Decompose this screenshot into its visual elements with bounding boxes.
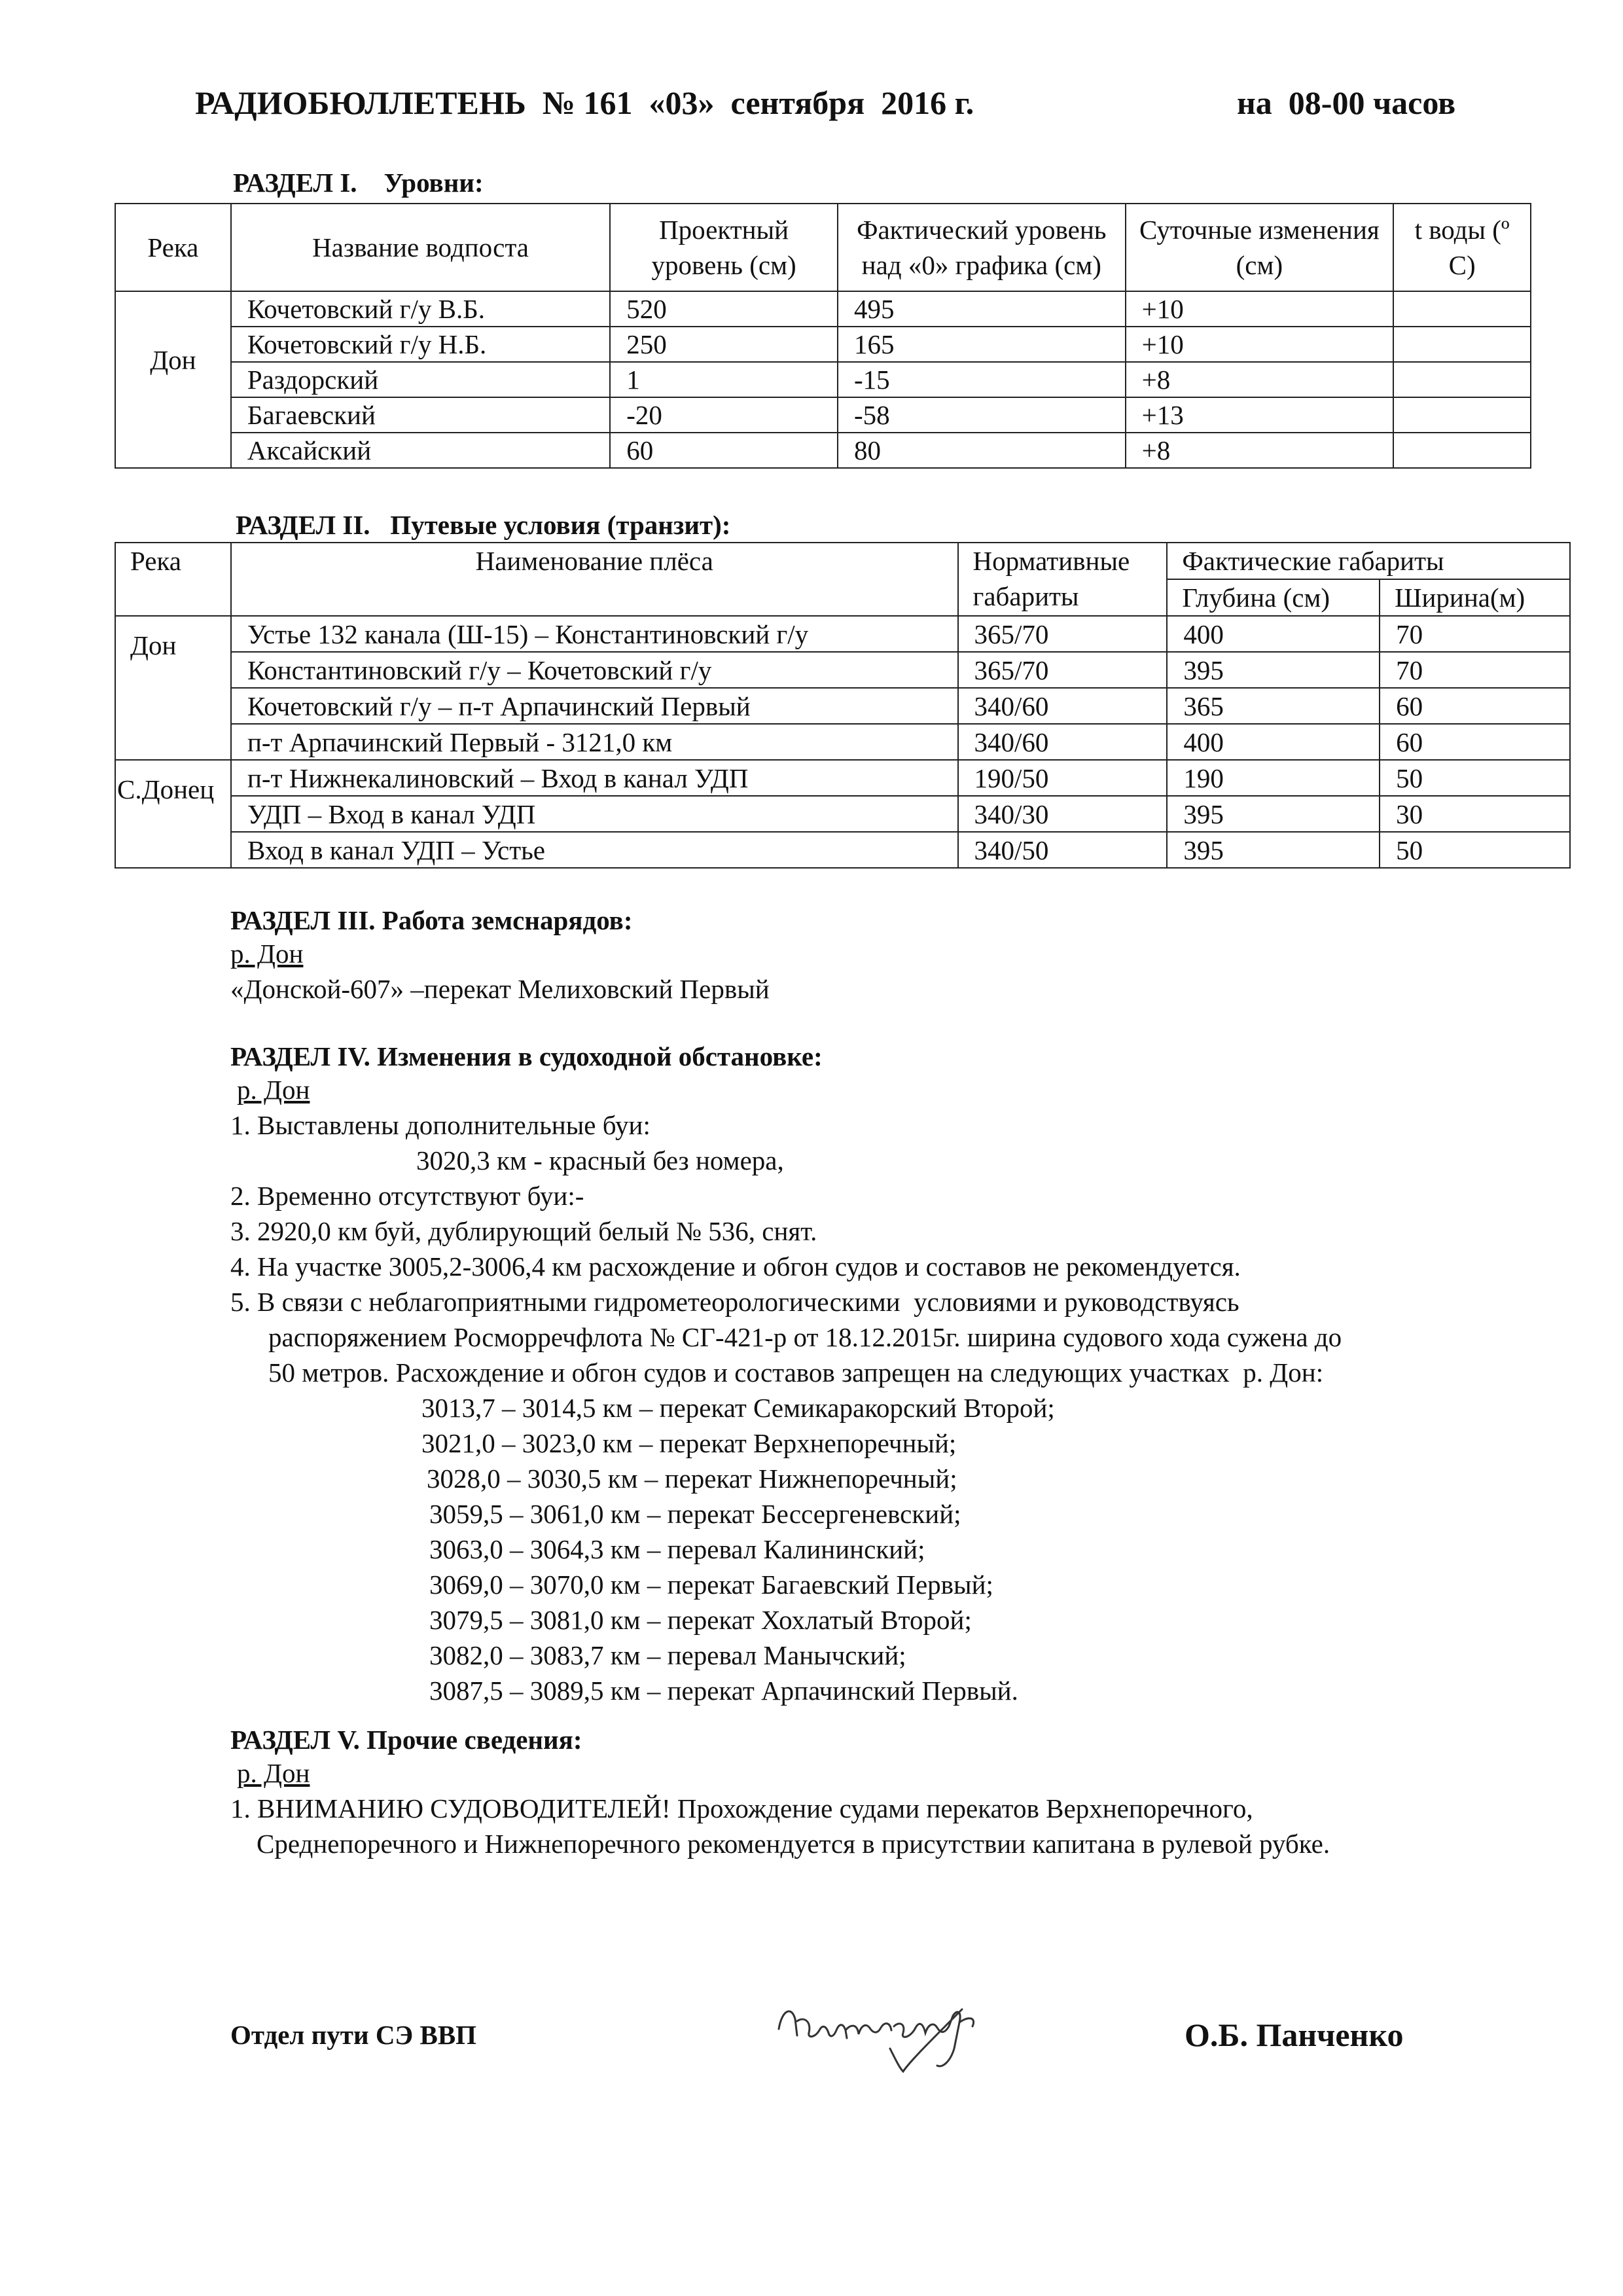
- levels-project: -20: [610, 397, 838, 433]
- table-row: [115, 760, 1570, 796]
- restricted-segment: 3013,7 – 3014,5 км – перекат Семикаракорский Второй;: [421, 1393, 1055, 1423]
- section4-item1: 1. Выставлены дополнительные буи:: [230, 1110, 651, 1140]
- transit-width: 60: [1380, 724, 1570, 760]
- transit-width: 60: [1380, 688, 1570, 724]
- levels-header-river: Река: [115, 204, 231, 291]
- section4-item3: 3. 2920,0 км буй, дублирующий белый № 536, снят.: [230, 1216, 817, 1246]
- levels-post-name: Аксайский: [231, 433, 610, 468]
- levels-table: [115, 203, 1531, 469]
- levels-header-post: Название водпоста: [231, 204, 610, 291]
- section4-item5-line3: 50 метров. Расхождение и обгон судов и составов запрещен на следующих участках р. Дон:: [268, 1357, 1324, 1388]
- table-row: [115, 652, 1570, 688]
- section4-item4: 4. На участке 3005,2-3006,4 км расхождение и обгон судов и составов не рекомендуется.: [230, 1251, 1241, 1282]
- section5-river: р. Дон: [237, 1758, 310, 1788]
- levels-header-row: [115, 204, 1531, 291]
- transit-reach: Вход в канал УДП – Устье: [231, 832, 958, 868]
- transit-norm: 365/70: [958, 616, 1168, 652]
- section3-dredger: «Донской-607» –перекат Мелиховский Первый: [230, 974, 770, 1004]
- section4-item5-line2: распоряжением Росморречфлота № СГ-421-р от 18.12.2015г. ширина судового хода сужена до: [268, 1322, 1342, 1352]
- transit-reach: Устье 132 канала (Ш-15) – Константиновский г/у: [231, 616, 958, 652]
- transit-reach: УДП – Вход в канал УДП: [231, 796, 958, 832]
- levels-river-cell: Дон: [115, 291, 231, 468]
- levels-temp: [1393, 327, 1531, 362]
- transit-header-actual: Фактические габариты: [1167, 543, 1570, 579]
- levels-project: 250: [610, 327, 838, 362]
- transit-depth: 395: [1167, 652, 1380, 688]
- levels-temp: [1393, 433, 1531, 468]
- levels-post-name: Багаевский: [231, 397, 610, 433]
- table-row: [115, 362, 1531, 397]
- levels-fact: 495: [838, 291, 1126, 327]
- footer-department: Отдел пути СЭ ВВП: [230, 2020, 477, 2050]
- table-row: [115, 688, 1570, 724]
- levels-header-change: Суточные изменения (см): [1126, 204, 1394, 291]
- restricted-segment: 3079,5 – 3081,0 км – перекат Хохлатый Второй;: [429, 1605, 972, 1635]
- transit-header-river: Река: [115, 543, 231, 616]
- bulletin-time: на 08-00 часов: [1237, 84, 1456, 121]
- table-row: [115, 724, 1570, 760]
- levels-post-name: Кочетовский г/у Н.Б.: [231, 327, 610, 362]
- transit-width: 30: [1380, 796, 1570, 832]
- levels-post-name: Раздорский: [231, 362, 610, 397]
- levels-header-project: Проектный уровень (см): [610, 204, 838, 291]
- footer-signer: О.Б. Панченко: [1185, 2017, 1404, 2053]
- restricted-segment: 3069,0 – 3070,0 км – перекат Багаевский Первый;: [429, 1570, 993, 1600]
- transit-header-depth: Глубина (см): [1167, 579, 1380, 616]
- transit-width: 50: [1380, 760, 1570, 796]
- transit-depth: 190: [1167, 760, 1380, 796]
- section4-item2: 2. Временно отсутствуют буи:-: [230, 1181, 584, 1211]
- transit-header-width: Ширина(м): [1380, 579, 1570, 616]
- table-row: [115, 327, 1531, 362]
- levels-header-temp: t воды (º С): [1393, 204, 1531, 291]
- table-row: [115, 616, 1570, 652]
- section4-item5-line1: 5. В связи с неблагоприятными гидрометеорологическими условиями и руководствуясь: [230, 1287, 1240, 1317]
- transit-depth: 395: [1167, 796, 1380, 832]
- levels-fact: -58: [838, 397, 1126, 433]
- table-row: [115, 397, 1531, 433]
- transit-river-don: Дон: [115, 616, 231, 760]
- transit-width: 70: [1380, 652, 1570, 688]
- transit-norm: 340/50: [958, 832, 1168, 868]
- levels-change: +13: [1126, 397, 1394, 433]
- restricted-segment: 3063,0 – 3064,3 км – перевал Калининский;: [429, 1534, 925, 1564]
- transit-norm: 340/60: [958, 688, 1168, 724]
- transit-depth: 400: [1167, 724, 1380, 760]
- transit-table: [115, 542, 1571, 869]
- transit-depth: 400: [1167, 616, 1380, 652]
- bulletin-title: РАДИОБЮЛЛЕТЕНЬ № 161 «03» сентября 2016 г.: [195, 84, 974, 121]
- signature-icon: [766, 1970, 1041, 2088]
- levels-post-name: Кочетовский г/у В.Б.: [231, 291, 610, 327]
- transit-reach: Константиновский г/у – Кочетовский г/у: [231, 652, 958, 688]
- restricted-segment: 3021,0 – 3023,0 км – перекат Верхнепоречный;: [421, 1428, 957, 1458]
- table-row: [115, 796, 1570, 832]
- section1-title: РАЗДЕЛ I. Уровни:: [233, 168, 484, 198]
- section4-item1-sub: 3020,3 км - красный без номера,: [416, 1145, 784, 1175]
- transit-header-normative: Нормативные габариты: [958, 543, 1168, 616]
- levels-fact: 165: [838, 327, 1126, 362]
- transit-width: 50: [1380, 832, 1570, 868]
- levels-temp: [1393, 291, 1531, 327]
- levels-change: +10: [1126, 327, 1394, 362]
- levels-project: 60: [610, 433, 838, 468]
- section2-title: РАЗДЕЛ II. Путевые условия (транзит):: [236, 510, 731, 540]
- levels-header-fact: Фактический уровень над «0» графика (см): [838, 204, 1126, 291]
- levels-project: 1: [610, 362, 838, 397]
- section4-river: р. Дон: [237, 1075, 310, 1105]
- transit-depth: 365: [1167, 688, 1380, 724]
- section5-title: РАЗДЕЛ V. Прочие сведения:: [230, 1725, 582, 1755]
- levels-fact: 80: [838, 433, 1126, 468]
- signature: [766, 1970, 1041, 2088]
- section4-title: РАЗДЕЛ IV. Изменения в судоходной обстановке:: [230, 1041, 823, 1071]
- transit-norm: 340/60: [958, 724, 1168, 760]
- restricted-segment: 3028,0 – 3030,5 км – перекат Нижнепоречный;: [427, 1463, 957, 1494]
- transit-norm: 365/70: [958, 652, 1168, 688]
- levels-temp: [1393, 362, 1531, 397]
- transit-header-row: [115, 543, 1570, 579]
- table-row: [115, 832, 1570, 868]
- section5-line1: 1. ВНИМАНИЮ СУДОВОДИТЕЛЕЙ! Прохождение судами перекатов Верхнепоречного,: [230, 1793, 1253, 1823]
- restricted-segment: 3082,0 – 3083,7 км – перевал Манычский;: [429, 1640, 906, 1670]
- levels-fact: -15: [838, 362, 1126, 397]
- levels-temp: [1393, 397, 1531, 433]
- transit-norm: 190/50: [958, 760, 1168, 796]
- levels-project: 520: [610, 291, 838, 327]
- levels-change: +8: [1126, 433, 1394, 468]
- table-row: [115, 433, 1531, 468]
- transit-reach: п-т Арпачинский Первый - 3121,0 км: [231, 724, 958, 760]
- transit-width: 70: [1380, 616, 1570, 652]
- levels-change: +8: [1126, 362, 1394, 397]
- transit-header-reach: Наименование плёса: [231, 543, 958, 616]
- transit-river-donets: С.Донец: [115, 760, 231, 868]
- section3-river: р. Дон: [230, 939, 304, 969]
- transit-reach: п-т Нижнекалиновский – Вход в канал УДП: [231, 760, 958, 796]
- levels-change: +10: [1126, 291, 1394, 327]
- transit-norm: 340/30: [958, 796, 1168, 832]
- table-row: [115, 291, 1531, 327]
- transit-depth: 395: [1167, 832, 1380, 868]
- transit-reach: Кочетовский г/у – п-т Арпачинский Первый: [231, 688, 958, 724]
- section3-title: РАЗДЕЛ III. Работа земснарядов:: [230, 905, 633, 935]
- restricted-segment: 3059,5 – 3061,0 км – перекат Бессергеневский;: [429, 1499, 961, 1529]
- section5-line2: Среднепоречного и Нижнепоречного рекомендуется в присутствии капитана в рулевой рубке.: [257, 1829, 1330, 1859]
- restricted-segment: 3087,5 – 3089,5 км – перекат Арпачинский Первый.: [429, 1676, 1018, 1706]
